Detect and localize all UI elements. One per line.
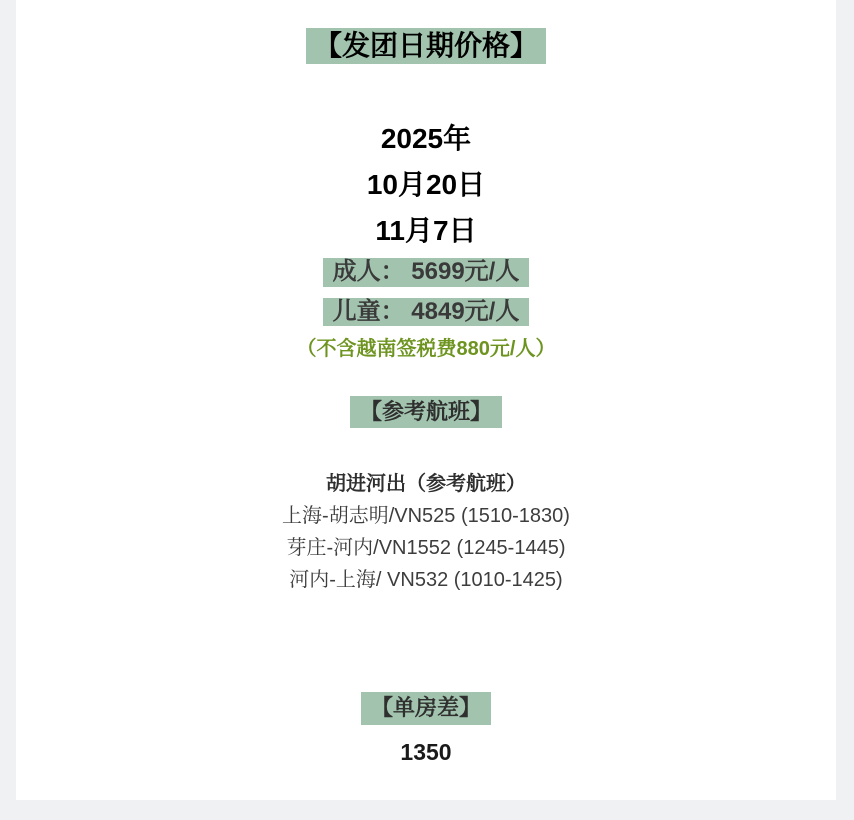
departure-price-section [16,28,836,64]
flight-item: 上海-胡志明/VN525 (1510-1830) [282,505,570,528]
visa-fee-note: （不含越南签税费880元/人） [296,337,556,360]
adult-price-row [16,258,836,286]
flight-item: 芽庄-河内/VN1552 (1245-1445) [286,537,566,560]
flights-section-title: 【参考航班】 [350,396,502,428]
single-room-section [16,692,836,724]
tour-detail-card [16,0,836,800]
departure-price-section-title: 【发团日期价格】 [306,28,546,64]
adult-price: 成人： 5699元/人 [323,258,530,286]
departure-dates [16,116,836,254]
flights-section [16,396,836,428]
departure-date: 11月7日 [375,215,477,247]
flights-route-header: 胡进河出（参考航班） [326,473,526,496]
single-room-section-title: 【单房差】 [361,692,491,724]
departure-date: 10月20日 [366,169,486,201]
child-price: 儿童： 4849元/人 [323,298,530,326]
child-price-row [16,298,836,326]
single-room-price: 1350 [400,738,452,765]
departure-year: 2025年 [380,123,472,155]
flight-item: 河内-上海/ VN532 (1010-1425) [289,569,563,592]
